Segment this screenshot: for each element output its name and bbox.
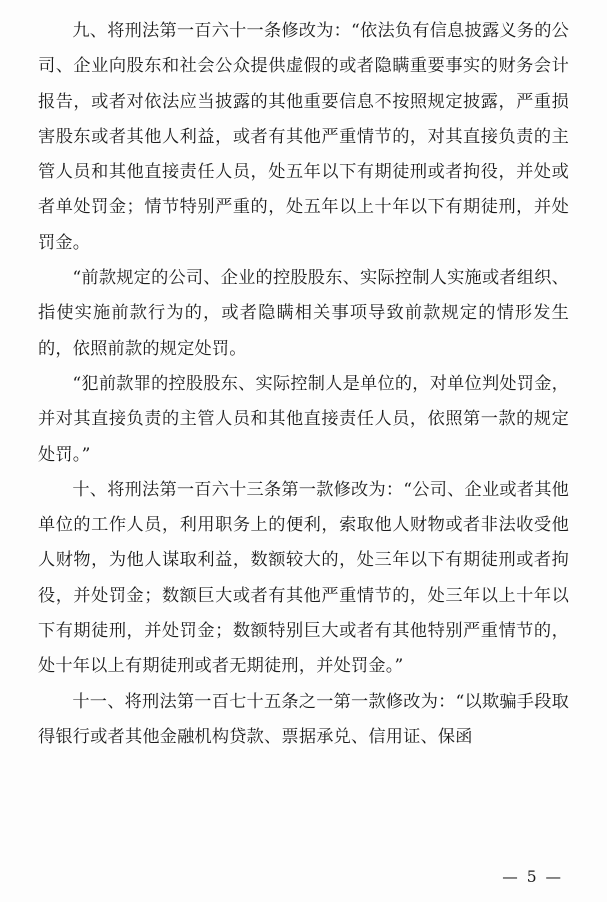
paragraph-2: “前款规定的公司、企业的控股股东、实际控制人实施或者组织、指使实施前款行为的，或者隐瞒相关事项导致前款规定的情形发生的，依照前款的规定处罚。 bbox=[38, 268, 569, 359]
page-number: — 5 — bbox=[502, 868, 563, 886]
paragraph-1: 九、将刑法第一百六十一条修改为：“依法负有信息披露义务的公司、企业向股东和社会公众提供虚假的或者隐瞒重要事实的财务会计报告，或者对依法应当披露的其他重要信息不按照规定披露，严重损害股东或者其他人利益，或者有其他严重情节的，对其直接负责的主管人员和其他直接责任人员，处五年以下有期徒刑或者拘役，并处或者单处罚金；情节特别严重的，处五年以上十年以下有期徒刑，并处罚金。 bbox=[38, 21, 569, 253]
paragraph-5: 十一、将刑法第一百七十五条之一第一款修改为：“以欺骗手段取得银行或者其他金融机构贷款、票据承兑、信用证、保函 bbox=[38, 691, 569, 747]
paragraph-3: “犯前款罪的控股股东、实际控制人是单位的，对单位判处罚金，并对其直接负责的主管人员和其他直接责任人员，依照第一款的规定处罚。” bbox=[38, 373, 569, 465]
document-body bbox=[38, 14, 569, 755]
paragraph-4: 十、将刑法第一百六十三条第一款修改为：“公司、企业或者其他单位的工作人员，利用职务上的便利，索取他人财物或者非法收受他人财物，为他人谋取利益，数额较大的，处三年以下有期徒刑或者拘役，并处罚金；数额巨大或者有其他严重情节的，处三年以上十年以下有期徒刑，并处罚金；数额特别巨大或者有其他特别严重情节的，处十年以上有期徒刑或者无期徒刑，并处罚金。” bbox=[38, 479, 569, 677]
